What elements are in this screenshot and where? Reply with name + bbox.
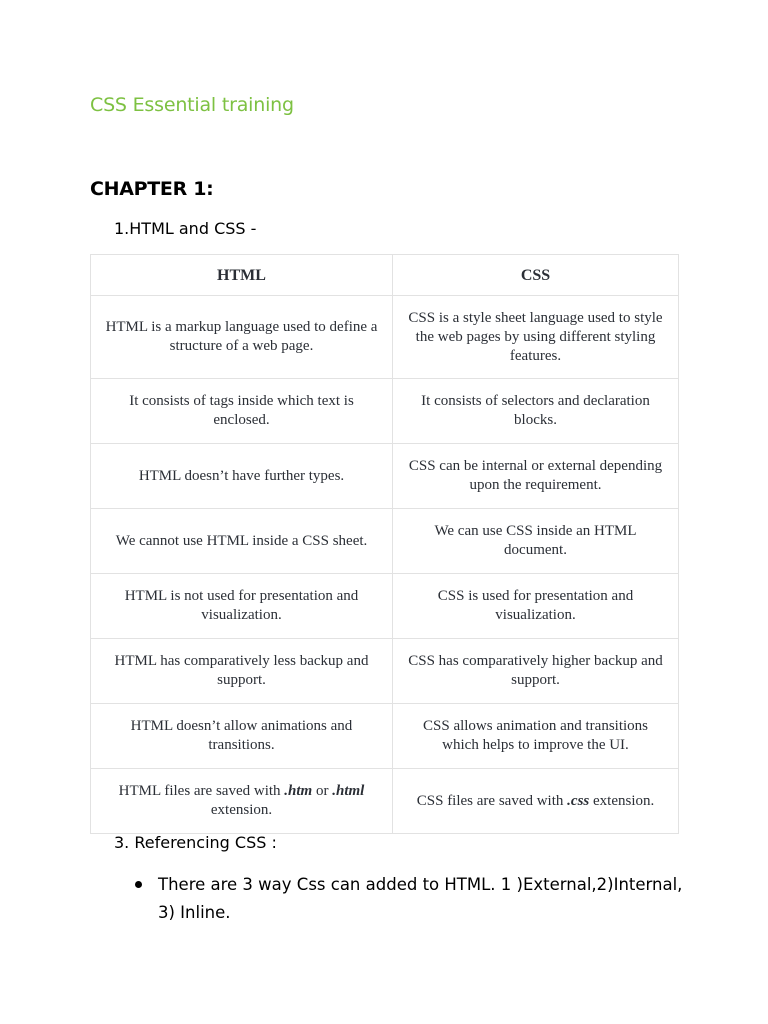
table-row	[91, 769, 679, 834]
cell-html-extension	[91, 769, 393, 834]
cell-text: extension.	[589, 792, 655, 809]
header-html: HTML	[91, 255, 393, 296]
table-row	[91, 444, 679, 509]
table-header-row	[91, 255, 679, 296]
list-item-text: There are 3 way Css can added to HTML. 1 )External,2)Internal, 3) Inline.	[158, 875, 683, 922]
html-extension: .html	[332, 783, 365, 799]
cell-css: CSS is used for presentation and visualization.	[393, 574, 679, 639]
cell-text: or	[312, 783, 333, 799]
bullet-icon	[135, 881, 142, 888]
cell-text: extension.	[210, 802, 273, 818]
bullet-list	[132, 871, 692, 927]
list-item	[132, 871, 692, 927]
cell-css: CSS can be internal or external depending upon the requirement.	[393, 444, 679, 509]
cell-css: CSS is a style sheet language used to style the web pages by using different styling features.	[393, 296, 679, 379]
css-extension: .css	[567, 792, 590, 809]
cell-html: HTML doesn’t have further types.	[91, 444, 393, 509]
section-heading-html-css: 1.HTML and CSS -	[114, 219, 257, 238]
cell-css: CSS allows animation and transitions which helps to improve the UI.	[393, 704, 679, 769]
table-row	[91, 639, 679, 704]
cell-text: CSS files are saved with	[416, 792, 568, 809]
comparison-table	[90, 254, 679, 834]
table-row	[91, 574, 679, 639]
cell-css-extension	[393, 769, 679, 834]
table-row	[91, 379, 679, 444]
cell-html: HTML is not used for presentation and visualization.	[91, 574, 393, 639]
cell-html: We cannot use HTML inside a CSS sheet.	[91, 509, 393, 574]
cell-html: HTML doesn’t allow animations and transitions.	[91, 704, 393, 769]
table-row	[91, 509, 679, 574]
cell-css: We can use CSS inside an HTML document.	[393, 509, 679, 574]
section-heading-referencing-css: 3. Referencing CSS :	[114, 833, 277, 852]
cell-text: HTML files are saved with	[118, 783, 285, 799]
table-row	[91, 296, 679, 379]
htm-extension: .htm	[284, 783, 313, 799]
cell-css: It consists of selectors and declaration blocks.	[393, 379, 679, 444]
cell-css: CSS has comparatively higher backup and support.	[393, 639, 679, 704]
header-css: CSS	[393, 255, 679, 296]
table-row	[91, 704, 679, 769]
document-title: CSS Essential training	[90, 94, 294, 116]
cell-html: HTML is a markup language used to define a structure of a web page.	[91, 296, 393, 379]
chapter-heading: CHAPTER 1:	[90, 178, 214, 200]
cell-html: It consists of tags inside which text is enclosed.	[91, 379, 393, 444]
cell-html: HTML has comparatively less backup and support.	[91, 639, 393, 704]
